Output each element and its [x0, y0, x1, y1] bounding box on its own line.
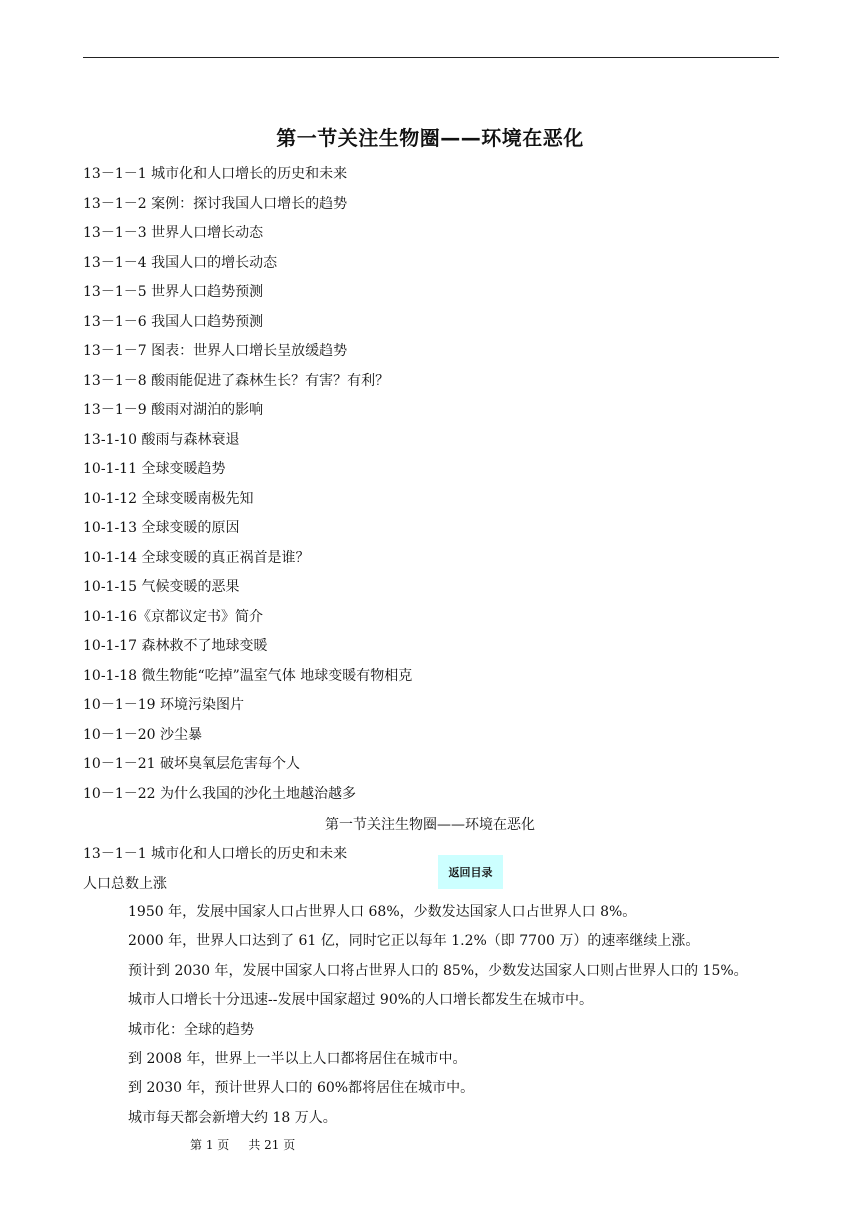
toc-item[interactable]: 13－1－2 案例：探讨我国人口增长的趋势	[83, 195, 348, 212]
toc-item[interactable]: 10－1－22 为什么我国的沙化土地越治越多	[83, 785, 356, 802]
toc-item[interactable]: 10-1-15 气候变暖的恶果	[83, 579, 240, 595]
toc-item[interactable]: 13－1－3 世界人口增长动态	[83, 225, 264, 241]
body-paragraph: 到 2008 年，世界上一半以上人口都将居住在城市中。	[128, 1050, 467, 1067]
toc-item[interactable]: 13－1－6 我国人口趋势预测	[83, 313, 264, 330]
table-of-contents	[83, 164, 412, 813]
page-footer: 第 1 页 共 21 页	[190, 1138, 296, 1152]
body-paragraph: 城市化：全球的趋势	[128, 1021, 254, 1038]
topic-heading: 人口总数上涨	[83, 876, 167, 892]
toc-item[interactable]: 13-1-10 酸雨与森林衰退	[83, 431, 240, 448]
toc-item[interactable]: 10-1-11 全球变暖趋势	[83, 461, 226, 477]
section-heading: 13－1－1 城市化和人口增长的历史和未来	[83, 846, 348, 862]
body-paragraph: 城市人口增长十分迅速--发展中国家超过 90%的人口增长都发生在城市中。	[128, 992, 594, 1009]
toc-item[interactable]: 10-1-12 全球变暖南极先知	[83, 490, 254, 507]
toc-item[interactable]: 13－1－4 我国人口的增长动态	[83, 254, 278, 271]
body-paragraph: 城市每天都会新增大约 18 万人。	[128, 1109, 337, 1126]
toc-item[interactable]: 13－1－8 酸雨能促进了森林生长？有害？有利？	[83, 372, 390, 389]
toc-item[interactable]: 10－1－20 沙尘暴	[83, 726, 202, 743]
header-rule	[83, 57, 779, 58]
body-paragraph: 1950 年，发展中国家人口占世界人口 68%，少数发达国家人口占世界人口 8%。	[128, 904, 637, 920]
toc-item[interactable]: 13－1－5 世界人口趋势预测	[83, 284, 264, 300]
toc-item[interactable]: 10－1－19 环境污染图片	[83, 697, 244, 713]
toc-item[interactable]: 10-1-16《京都议定书》简介	[83, 608, 263, 625]
back-to-contents-button[interactable]: 返回目录	[438, 855, 503, 889]
toc-item[interactable]: 10-1-17 森林救不了地球变暖	[83, 638, 268, 654]
body-paragraph: 到 2030 年，预计世界人口的 60%都将居住在城市中。	[128, 1080, 475, 1097]
section-subtitle: 第一节关注生物圈——环境在恶化	[325, 817, 535, 833]
toc-item[interactable]: 10-1-13 全球变暖的原因	[83, 520, 240, 536]
section-body	[128, 902, 748, 1137]
body-paragraph: 2000 年，世界人口达到了 61 亿，同时它正以每年 1.2%（即 7700 万）的速率继续上涨。	[128, 933, 700, 950]
toc-item[interactable]: 13－1－7 图表：世界人口增长呈放缓趋势	[83, 343, 348, 359]
toc-item[interactable]: 13－1－9 酸雨对湖泊的影响	[83, 402, 264, 418]
toc-item[interactable]: 10-1-14 全球变暖的真正祸首是谁？	[83, 549, 310, 566]
toc-item[interactable]: 10-1-18 微生物能“吃掉”温室气体 地球变暖有物相克	[83, 667, 413, 684]
toc-item[interactable]: 13－1－1 城市化和人口增长的历史和未来	[83, 166, 348, 182]
toc-item[interactable]: 10－1－21 破坏臭氧层危害每个人	[83, 756, 300, 772]
page-title: 第一节关注生物圈——环境在恶化	[276, 126, 584, 150]
body-paragraph: 预计到 2030 年，发展中国家人口将占世界人口的 85%，少数发达国家人口则占世界人口的 15%。	[128, 962, 748, 979]
